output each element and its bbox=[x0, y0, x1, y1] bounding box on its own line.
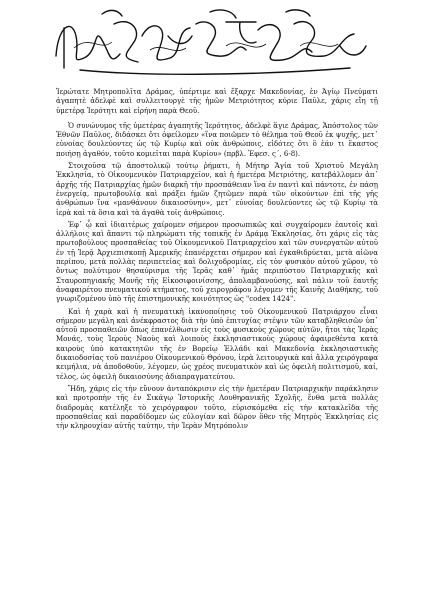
letter-paragraph: Ἤδη, χάρις εἰς τὴν εὔνουν ἀνταπόκρισιν εἰς τὴν ἡμετέραν Πατριαρχικὴν παράκλησιν καὶ προτροπὴν τῆς ἐν Σικάγῳ Ἱστορικῆς Λουθηρανικῆς Σχολῆς, ἔνθα μετὰ πολλὰς διαδρομὰς κατέληξε τὸ χειρόγραφον τοῦτο, εὑρισκόμεθα εἰς τὴν κατακλεῖδα τῆς προσπαθείας καὶ παραδίδομεν ὡς εὐλογίαν καὶ δῶρον ὅθεν τῆς Μητρὸς Ἐκκλησίας εἰς τὴν κληρουχίαν αὐτῆς ταύτην, τὴν Ἱερὰν Μητρόπολιν bbox=[56, 384, 378, 431]
letter-paragraph: Στοιχοῦσα τῷ ἀποστολικῷ τούτῳ ῥήματι, ἡ Μήτηρ Ἁγία τοῦ Χριστοῦ Μεγάλη Ἐκκλησία, τὸ Οἰκουμενικὸν Πατριαρχεῖον, καὶ ἡ ἡμετέρα Μετριότης, κατεβάλλομεν ἀπ᾽ ἀρχῆς τῆς Πατριαρχίας ἡμῶν διαρκῆ τὴν προσπάθειαν ἵνα ἐν παντὶ καὶ πάντοτε, ἐν πάσῃ ἐνεργείᾳ, πρωτοβουλίᾳ καὶ πράξει ἡμῶν ζητῶμεν παρὰ τῶν οἰκούντων ἐπὶ τῆς γῆς ἀνθρώπων ἵνα «μανθάνουν δικαιοσύνην», μετ᾽ εὐνοίας δουλεύοντες ὡς τῷ Κυρίῳ τὰ ἱερὰ καὶ τὰ ὅσια καὶ τὰ ἀγαθὰ τοῖς ἀνθρώποις. bbox=[56, 162, 378, 217]
letter-paragraph: Ἐφ᾽ ᾧ καὶ ἰδιαιτέρως χαίρομεν σήμερον προσωπικῶς καὶ συγχαίρομεν ἑαυτοῖς καὶ ἀλλήλοις καὶ ἅπαντι τῷ πληρώματι τῆς τοπικῆς ἐν Δράμᾳ Ἐκκλησίας, ὅτι χάρις εἰς τὰς πρωτοβούλους προσπαθείας τοῦ Οἰκουμενικοῦ Πατριαρχείου καὶ τῶν συνεργατῶν αὐτοῦ ἐν τῇ Ἱερᾷ Ἀρχιεπισκοπῇ Ἀμερικῆς ἐπανέρχεται σήμερον καὶ ἐγκαθιδρύεται, μετὰ αἰῶνα περίπου, μετὰ πολλὰς περιπετείας καὶ δολιχοδρομίας, εἰς τὸν φυσικὸν αὐτοῦ χῶρον, τὸ ὄντως πολύτιμον θησαύρισμα τῆς Ἱερᾶς καθ᾽ ἡμᾶς περιπύστου Πατριαρχικῆς καὶ Σταυροπηγιακῆς Μονῆς τῆς Εἰκοσιφοινίσσης, ἀπολαμβανούσης, καὶ πάλιν τοῦ ἑαυτῆς ἀναφαιρέτου πνευματικοῦ κτήματος, τοῦ χειρογράφου λέγομεν τῆς Καινῆς Διαθήκης, τοῦ γνωριζομένου ὑπὸ τῆς ἐπιστημονικῆς κοινότητος ὡς "codex 1424". bbox=[56, 220, 378, 304]
letter-body bbox=[56, 88, 378, 434]
letter-salutation: Ἱερώτατε Μητροπολῖτα Δράμας, ὑπέρτιμε καὶ ἔξαρχε Μακεδονίας, ἐν Ἁγίῳ Πνεύματι ἀγαπητὲ ἀδελφὲ καὶ συλλειτουργὲ τῆς ἡμῶν Μετριότητος κύριε Παῦλε, χάρις εἴη τῇ ὑμετέρᾳ Ἱερότητι καὶ εἰρήνη παρὰ Θεοῦ. bbox=[56, 88, 378, 115]
calligraphic-signature-icon bbox=[50, 6, 372, 82]
letter-paragraph: Καὶ ἡ χαρὰ καὶ ἡ πνευματικὴ ἱκανοποίησις τοῦ Οἰκουμενικοῦ Πατριάρχου εἶναι σήμερον μεγάλη καὶ ἀνέκφραστος διὰ τὴν ὑπὸ ἐπιτυχίας στέψιν τῶν καταβληθεισῶν ὑπ᾽ αὐτοῦ προσπαθειῶν ὅπως ἐπανέλθωσιν εἰς τοὺς φυσικοὺς χώρους αὐτῶν, ἤτοι τὰς Ἱερὰς Μονάς, τοὺς Ἱεροὺς Ναοὺς καὶ λοιποὺς ἐκκλησιαστικοὺς χώρους ἀφαιρεθέντα κατὰ καιροὺς ὑπὸ κατακτητῶν τῆς ἐν Βορείῳ Ἑλλάδι καὶ Μακεδονίᾳ ἐκκλησιαστικῆς δικαιοδοσίας τοῦ πανιέρου Οἰκουμενικοῦ Θρόνου, ἱερὰ λειτουργικὰ καὶ ἄλλα χειρόγραφα κειμήλια, νὰ ἀποδοθοῦν, λέγομεν, ὡς χρέος πνευματικὸν καὶ ὡς ὀφειλὴ πολιτισμοῦ, καί, τέλος, ὡς ὀφειλὴ δικαιοσύνης ἀδιαπραγματεύτου. bbox=[56, 307, 378, 381]
letter-paragraph: Ὁ συνώνυμος τῆς ὑμετέρας ἀγαπητῆς Ἱερότητος, ἀδελφὲ ἅγιε Δράμας, Ἀπόστολος τῶν Ἐθνῶν Παῦλος, διδάσκει ὅτι ὀφείλομεν «ἵνα ποιῶμεν τὸ θέλημα τοῦ Θεοῦ ἐκ ψυχῆς, μετ᾽ εὐνοίας δουλεύοντες ὡς τῷ Κυρίῳ καὶ οὐκ ἀνθρώποις, εἰδότες ὅτι ὃ ἐάν τι ἕκαστος ποιήσῃ ἀγαθόν, τοῦτο κομιεῖται παρὰ Κυρίου» (πρβλ. Ἐφεσ. ς΄, 6-8). bbox=[56, 121, 378, 158]
